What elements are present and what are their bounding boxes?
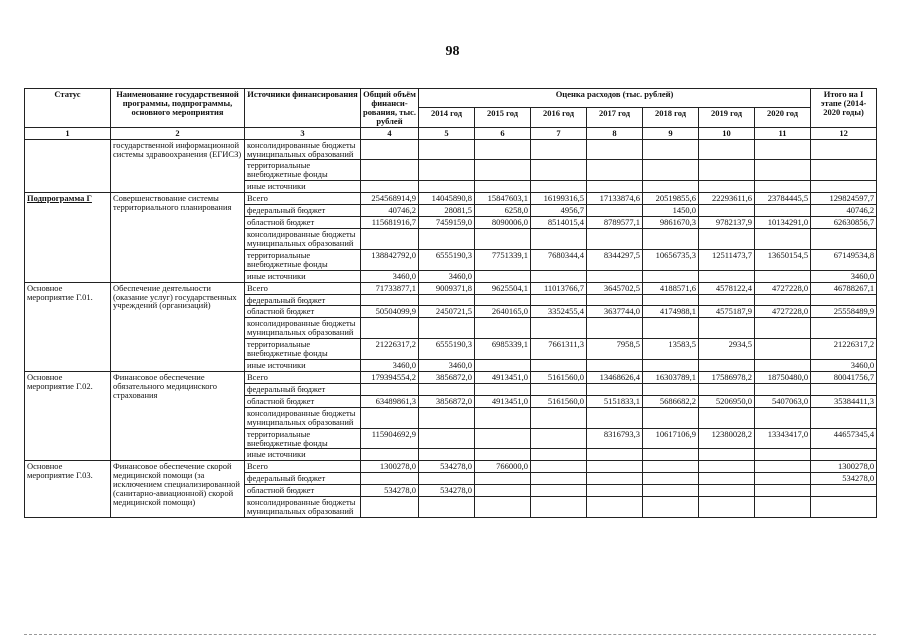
cell-year-value	[419, 407, 475, 428]
cell-year-value: 8344297,5	[587, 249, 643, 270]
row-status: Основное мероприятие Г.03.	[25, 461, 111, 518]
row-status: Основное мероприятие Г.02.	[25, 371, 111, 460]
cell-total	[361, 407, 419, 428]
cell-year-value	[587, 407, 643, 428]
cell-year-value: 3856872,0	[419, 395, 475, 407]
cell-year-value	[475, 428, 531, 449]
row-source: федеральный бюджет	[245, 294, 361, 306]
cell-year-value	[475, 407, 531, 428]
cell-year-value	[587, 473, 643, 485]
cell-year-value	[475, 228, 531, 249]
cell-year-value	[475, 360, 531, 372]
cell-year-value: 3856872,0	[419, 371, 475, 383]
cell-year-value: 6985339,1	[475, 339, 531, 360]
cell-year-value: 9782137,9	[699, 217, 755, 229]
cell-year-value	[699, 270, 755, 282]
cell-year-value	[531, 139, 587, 160]
header-year: 2015 год	[475, 108, 531, 127]
cell-year-value	[419, 139, 475, 160]
cell-year-value	[587, 318, 643, 339]
cell-year-value	[755, 160, 811, 181]
cell-year-value	[643, 181, 699, 193]
cell-year-value	[531, 360, 587, 372]
cell-year-value: 10134291,0	[755, 217, 811, 229]
cell-year-value: 16303789,1	[643, 371, 699, 383]
cell-year-value: 534278,0	[419, 461, 475, 473]
cell-year-value	[531, 449, 587, 461]
row-source: областной бюджет	[245, 485, 361, 497]
column-number: 10	[699, 127, 755, 139]
cell-year-value: 3352455,4	[531, 306, 587, 318]
cell-total	[361, 449, 419, 461]
cell-year-value: 5686682,2	[643, 395, 699, 407]
cell-year-value	[755, 228, 811, 249]
cell-year-value: 1450,0	[643, 205, 699, 217]
cell-year-value: 9625504,1	[475, 282, 531, 294]
cell-year-value	[643, 407, 699, 428]
row-name: Обеспечение деятельности (оказание услуг) государственных учреждений (организаций)	[111, 282, 245, 371]
cell-year-value	[699, 294, 755, 306]
column-number: 3	[245, 127, 361, 139]
cell-total	[361, 139, 419, 160]
cell-year-value: 22293611,6	[699, 193, 755, 205]
row-name: Финансовое обеспечение скорой медицинской помощи (за исключением специализированной (санитарно-авиационной) скорой медицинской помощи)	[111, 461, 245, 518]
row-source: консолидированные бюджеты муниципальных образований	[245, 228, 361, 249]
cell-year-value	[587, 360, 643, 372]
cell-year-value	[531, 294, 587, 306]
cell-year-value: 766000,0	[475, 461, 531, 473]
cell-year-value: 2934,5	[699, 339, 755, 360]
cell-year-value: 5161560,0	[531, 395, 587, 407]
row-source: иные источники	[245, 449, 361, 461]
cell-year-value	[419, 449, 475, 461]
cell-year-value	[755, 205, 811, 217]
cell-year-value: 4727228,0	[755, 306, 811, 318]
cell-year-value	[643, 360, 699, 372]
cell-year-value	[699, 318, 755, 339]
cell-year-value	[643, 383, 699, 395]
header-status: Статус	[25, 89, 111, 128]
cell-year-value	[419, 318, 475, 339]
cell-year-value	[587, 270, 643, 282]
row-status	[25, 139, 111, 193]
table-row	[25, 193, 877, 205]
cell-total: 1300278,0	[361, 461, 419, 473]
row-source: федеральный бюджет	[245, 205, 361, 217]
cell-year-value	[531, 407, 587, 428]
row-source: областной бюджет	[245, 306, 361, 318]
cell-stage-total: 534278,0	[811, 473, 877, 485]
cell-year-value	[699, 181, 755, 193]
cell-stage-total	[811, 160, 877, 181]
header-year: 2018 год	[643, 108, 699, 127]
cell-year-value	[699, 473, 755, 485]
table-row	[25, 371, 877, 383]
table-row	[25, 461, 877, 473]
cell-total: 63489861,3	[361, 395, 419, 407]
cell-year-value	[699, 360, 755, 372]
cell-total	[361, 294, 419, 306]
row-source: федеральный бюджет	[245, 383, 361, 395]
cell-year-value	[475, 449, 531, 461]
table-header	[25, 89, 877, 140]
cell-total: 138842792,0	[361, 249, 419, 270]
cell-year-value	[419, 228, 475, 249]
column-number: 6	[475, 127, 531, 139]
cell-total: 534278,0	[361, 485, 419, 497]
cell-year-value	[531, 181, 587, 193]
cell-year-value	[531, 473, 587, 485]
row-source: консолидированные бюджеты муниципальных образований	[245, 139, 361, 160]
row-status: Подпрограмма Г	[25, 193, 111, 282]
cell-year-value	[755, 383, 811, 395]
cell-year-value: 6258,0	[475, 205, 531, 217]
row-source: Всего	[245, 282, 361, 294]
header-name: Наименование государственной программы, подпрограммы, основного мероприятия	[111, 89, 245, 128]
row-source: консолидированные бюджеты муниципальных образований	[245, 497, 361, 518]
row-source: территориальные внебюджетные фонды	[245, 160, 361, 181]
cell-year-value: 17586978,2	[699, 371, 755, 383]
cell-total	[361, 181, 419, 193]
row-source: территориальные внебюджетные фонды	[245, 428, 361, 449]
header-year: 2014 год	[419, 108, 475, 127]
cell-year-value: 3637744,0	[587, 306, 643, 318]
cell-year-value: 13468626,4	[587, 371, 643, 383]
cell-total: 50504099,9	[361, 306, 419, 318]
cell-year-value: 8316793,3	[587, 428, 643, 449]
cell-year-value: 13650154,5	[755, 249, 811, 270]
column-number-row	[25, 127, 877, 139]
cell-total	[361, 497, 419, 518]
cell-total	[361, 160, 419, 181]
cell-total	[361, 383, 419, 395]
row-source: консолидированные бюджеты муниципальных образований	[245, 318, 361, 339]
cell-year-value	[531, 228, 587, 249]
cell-year-value	[643, 461, 699, 473]
cell-year-value	[475, 473, 531, 485]
row-source: иные источники	[245, 181, 361, 193]
cell-year-value: 4174988,1	[643, 306, 699, 318]
cell-year-value: 10656735,3	[643, 249, 699, 270]
cell-year-value	[699, 485, 755, 497]
cell-year-value	[587, 449, 643, 461]
cell-total: 179394554,2	[361, 371, 419, 383]
cell-year-value: 7958,5	[587, 339, 643, 360]
cell-year-value	[755, 318, 811, 339]
cell-year-value	[699, 160, 755, 181]
header-year: 2017 год	[587, 108, 643, 127]
cell-year-value	[643, 139, 699, 160]
cell-year-value: 13343417,0	[755, 428, 811, 449]
cell-year-value	[531, 160, 587, 181]
cell-year-value	[699, 497, 755, 518]
cell-year-value: 9861670,3	[643, 217, 699, 229]
cell-year-value	[643, 318, 699, 339]
cell-year-value: 11013766,7	[531, 282, 587, 294]
cell-year-value: 2450721,5	[419, 306, 475, 318]
row-status: Основное мероприятие Г.01.	[25, 282, 111, 371]
cell-stage-total: 3460,0	[811, 360, 877, 372]
cell-stage-total	[811, 407, 877, 428]
header-year: 2016 год	[531, 108, 587, 127]
cell-year-value	[531, 383, 587, 395]
cell-year-value	[755, 181, 811, 193]
cell-year-value	[419, 181, 475, 193]
cell-year-value	[587, 181, 643, 193]
cell-stage-total: 1300278,0	[811, 461, 877, 473]
row-name: Совершенствование системы территориального планирования	[111, 193, 245, 282]
cell-year-value	[587, 205, 643, 217]
row-name: государственной информационной системы здравоохранения (ЕГИСЗ)	[111, 139, 245, 193]
cell-year-value: 2640165,0	[475, 306, 531, 318]
column-number: 7	[531, 127, 587, 139]
row-source: областной бюджет	[245, 395, 361, 407]
row-name: Финансовое обеспечение обязательного медицинского страхования	[111, 371, 245, 460]
cell-stage-total	[811, 181, 877, 193]
cell-year-value	[475, 497, 531, 518]
cell-year-value	[755, 294, 811, 306]
cell-year-value	[475, 318, 531, 339]
cell-year-value	[419, 383, 475, 395]
cell-stage-total	[811, 228, 877, 249]
row-source: иные источники	[245, 360, 361, 372]
cell-year-value: 4578122,4	[699, 282, 755, 294]
cell-year-value: 4913451,0	[475, 371, 531, 383]
page-bottom-edge	[24, 634, 876, 635]
cell-year-value	[699, 461, 755, 473]
cell-year-value: 12511473,7	[699, 249, 755, 270]
header-year: 2020 год	[755, 108, 811, 127]
cell-year-value: 4956,7	[531, 205, 587, 217]
cell-stage-total	[811, 449, 877, 461]
cell-stage-total: 62630856,7	[811, 217, 877, 229]
cell-stage-total	[811, 485, 877, 497]
cell-total: 71733877,1	[361, 282, 419, 294]
cell-stage-total: 46788267,1	[811, 282, 877, 294]
column-number: 1	[25, 127, 111, 139]
cell-year-value: 534278,0	[419, 485, 475, 497]
cell-year-value: 5407063,0	[755, 395, 811, 407]
cell-year-value: 17133874,6	[587, 193, 643, 205]
cell-year-value: 7459159,0	[419, 217, 475, 229]
row-source: федеральный бюджет	[245, 473, 361, 485]
header-year: 2019 год	[699, 108, 755, 127]
page-number: 98	[445, 44, 460, 59]
header-stage-total: Итого на I этапе (2014-2020 годы)	[811, 89, 877, 128]
cell-year-value: 15847603,1	[475, 193, 531, 205]
cell-stage-total: 129824597,7	[811, 193, 877, 205]
cell-year-value	[475, 270, 531, 282]
cell-year-value	[419, 160, 475, 181]
header-sources: Источники финансирования	[245, 89, 361, 128]
cell-year-value	[755, 473, 811, 485]
row-source: территориальные внебюджетные фонды	[245, 249, 361, 270]
cell-year-value: 5206950,0	[699, 395, 755, 407]
cell-year-value	[531, 318, 587, 339]
cell-stage-total: 67149534,8	[811, 249, 877, 270]
cell-stage-total	[811, 383, 877, 395]
column-number: 11	[755, 127, 811, 139]
cell-year-value	[699, 228, 755, 249]
cell-year-value: 3460,0	[419, 360, 475, 372]
cell-total: 3460,0	[361, 270, 419, 282]
cell-total	[361, 473, 419, 485]
cell-year-value: 7751339,1	[475, 249, 531, 270]
cell-year-value: 13583,5	[643, 339, 699, 360]
cell-year-value: 28081,5	[419, 205, 475, 217]
cell-year-value: 5151833,1	[587, 395, 643, 407]
cell-year-value	[755, 407, 811, 428]
cell-year-value: 14045890,8	[419, 193, 475, 205]
cell-year-value	[475, 485, 531, 497]
cell-year-value	[587, 228, 643, 249]
cell-stage-total: 40746,2	[811, 205, 877, 217]
header-estimate: Оценка расходов (тыс. рублей)	[419, 89, 811, 108]
cell-year-value: 4727228,0	[755, 282, 811, 294]
cell-year-value	[755, 139, 811, 160]
cell-year-value	[643, 473, 699, 485]
cell-year-value	[475, 181, 531, 193]
cell-stage-total	[811, 318, 877, 339]
cell-year-value	[531, 461, 587, 473]
header-total: Общий объём финанси-рования, тыс. рублей	[361, 89, 419, 128]
cell-year-value	[475, 294, 531, 306]
cell-year-value	[531, 428, 587, 449]
cell-stage-total: 35384411,3	[811, 395, 877, 407]
cell-year-value: 8789577,1	[587, 217, 643, 229]
row-source: Всего	[245, 461, 361, 473]
cell-stage-total	[811, 497, 877, 518]
cell-total: 115681916,7	[361, 217, 419, 229]
cell-total: 40746,2	[361, 205, 419, 217]
table-row	[25, 282, 877, 294]
cell-year-value: 4575187,9	[699, 306, 755, 318]
column-number: 2	[111, 127, 245, 139]
cell-year-value	[755, 485, 811, 497]
column-number: 5	[419, 127, 475, 139]
cell-year-value	[699, 139, 755, 160]
cell-year-value	[755, 360, 811, 372]
row-source: территориальные внебюджетные фонды	[245, 339, 361, 360]
cell-stage-total: 25558489,9	[811, 306, 877, 318]
cell-stage-total	[811, 294, 877, 306]
cell-total: 21226317,2	[361, 339, 419, 360]
cell-year-value	[699, 449, 755, 461]
cell-year-value	[755, 270, 811, 282]
cell-year-value	[643, 160, 699, 181]
cell-year-value: 4913451,0	[475, 395, 531, 407]
cell-year-value	[643, 485, 699, 497]
cell-year-value	[643, 497, 699, 518]
cell-year-value: 5161560,0	[531, 371, 587, 383]
cell-year-value	[419, 473, 475, 485]
cell-year-value	[643, 228, 699, 249]
cell-stage-total	[811, 139, 877, 160]
column-number: 4	[361, 127, 419, 139]
cell-year-value	[755, 497, 811, 518]
cell-year-value	[699, 407, 755, 428]
cell-year-value	[475, 139, 531, 160]
table-body	[25, 139, 877, 517]
cell-year-value: 9009371,8	[419, 282, 475, 294]
cell-year-value: 7661311,3	[531, 339, 587, 360]
cell-year-value	[643, 449, 699, 461]
cell-year-value	[419, 294, 475, 306]
cell-year-value	[643, 270, 699, 282]
cell-year-value: 7680344,4	[531, 249, 587, 270]
cell-year-value: 10617106,9	[643, 428, 699, 449]
cell-year-value	[587, 139, 643, 160]
cell-year-value	[587, 160, 643, 181]
cell-total: 115904692,9	[361, 428, 419, 449]
cell-year-value	[587, 497, 643, 518]
cell-year-value: 3460,0	[419, 270, 475, 282]
cell-total	[361, 228, 419, 249]
column-number: 12	[811, 127, 877, 139]
cell-stage-total: 44657345,4	[811, 428, 877, 449]
row-source: Всего	[245, 193, 361, 205]
cell-stage-total: 80041756,7	[811, 371, 877, 383]
cell-year-value	[531, 270, 587, 282]
cell-year-value: 6555190,3	[419, 339, 475, 360]
cell-year-value	[643, 294, 699, 306]
budget-table	[24, 88, 877, 518]
cell-year-value	[755, 339, 811, 360]
cell-year-value	[755, 461, 811, 473]
cell-year-value: 6555190,3	[419, 249, 475, 270]
cell-year-value: 20519855,6	[643, 193, 699, 205]
cell-year-value	[419, 497, 475, 518]
cell-total: 254568914,9	[361, 193, 419, 205]
table-row	[25, 139, 877, 160]
cell-year-value	[531, 497, 587, 518]
cell-year-value	[587, 461, 643, 473]
cell-year-value	[531, 485, 587, 497]
cell-stage-total: 3460,0	[811, 270, 877, 282]
cell-year-value: 8514015,4	[531, 217, 587, 229]
cell-year-value: 23784445,5	[755, 193, 811, 205]
cell-year-value: 3645702,5	[587, 282, 643, 294]
cell-year-value	[475, 160, 531, 181]
cell-year-value	[587, 294, 643, 306]
cell-year-value	[419, 428, 475, 449]
row-source: консолидированные бюджеты муниципальных образований	[245, 407, 361, 428]
cell-year-value: 18750480,0	[755, 371, 811, 383]
cell-year-value	[699, 383, 755, 395]
cell-year-value: 12380028,2	[699, 428, 755, 449]
cell-year-value	[475, 383, 531, 395]
cell-year-value	[699, 205, 755, 217]
cell-total	[361, 318, 419, 339]
cell-year-value	[587, 485, 643, 497]
column-number: 9	[643, 127, 699, 139]
cell-year-value: 4188571,6	[643, 282, 699, 294]
cell-stage-total: 21226317,2	[811, 339, 877, 360]
cell-year-value	[755, 449, 811, 461]
cell-year-value: 8090006,0	[475, 217, 531, 229]
cell-year-value	[587, 383, 643, 395]
cell-total: 3460,0	[361, 360, 419, 372]
row-source: областной бюджет	[245, 217, 361, 229]
column-number: 8	[587, 127, 643, 139]
cell-year-value: 16199316,5	[531, 193, 587, 205]
row-source: иные источники	[245, 270, 361, 282]
row-source: Всего	[245, 371, 361, 383]
